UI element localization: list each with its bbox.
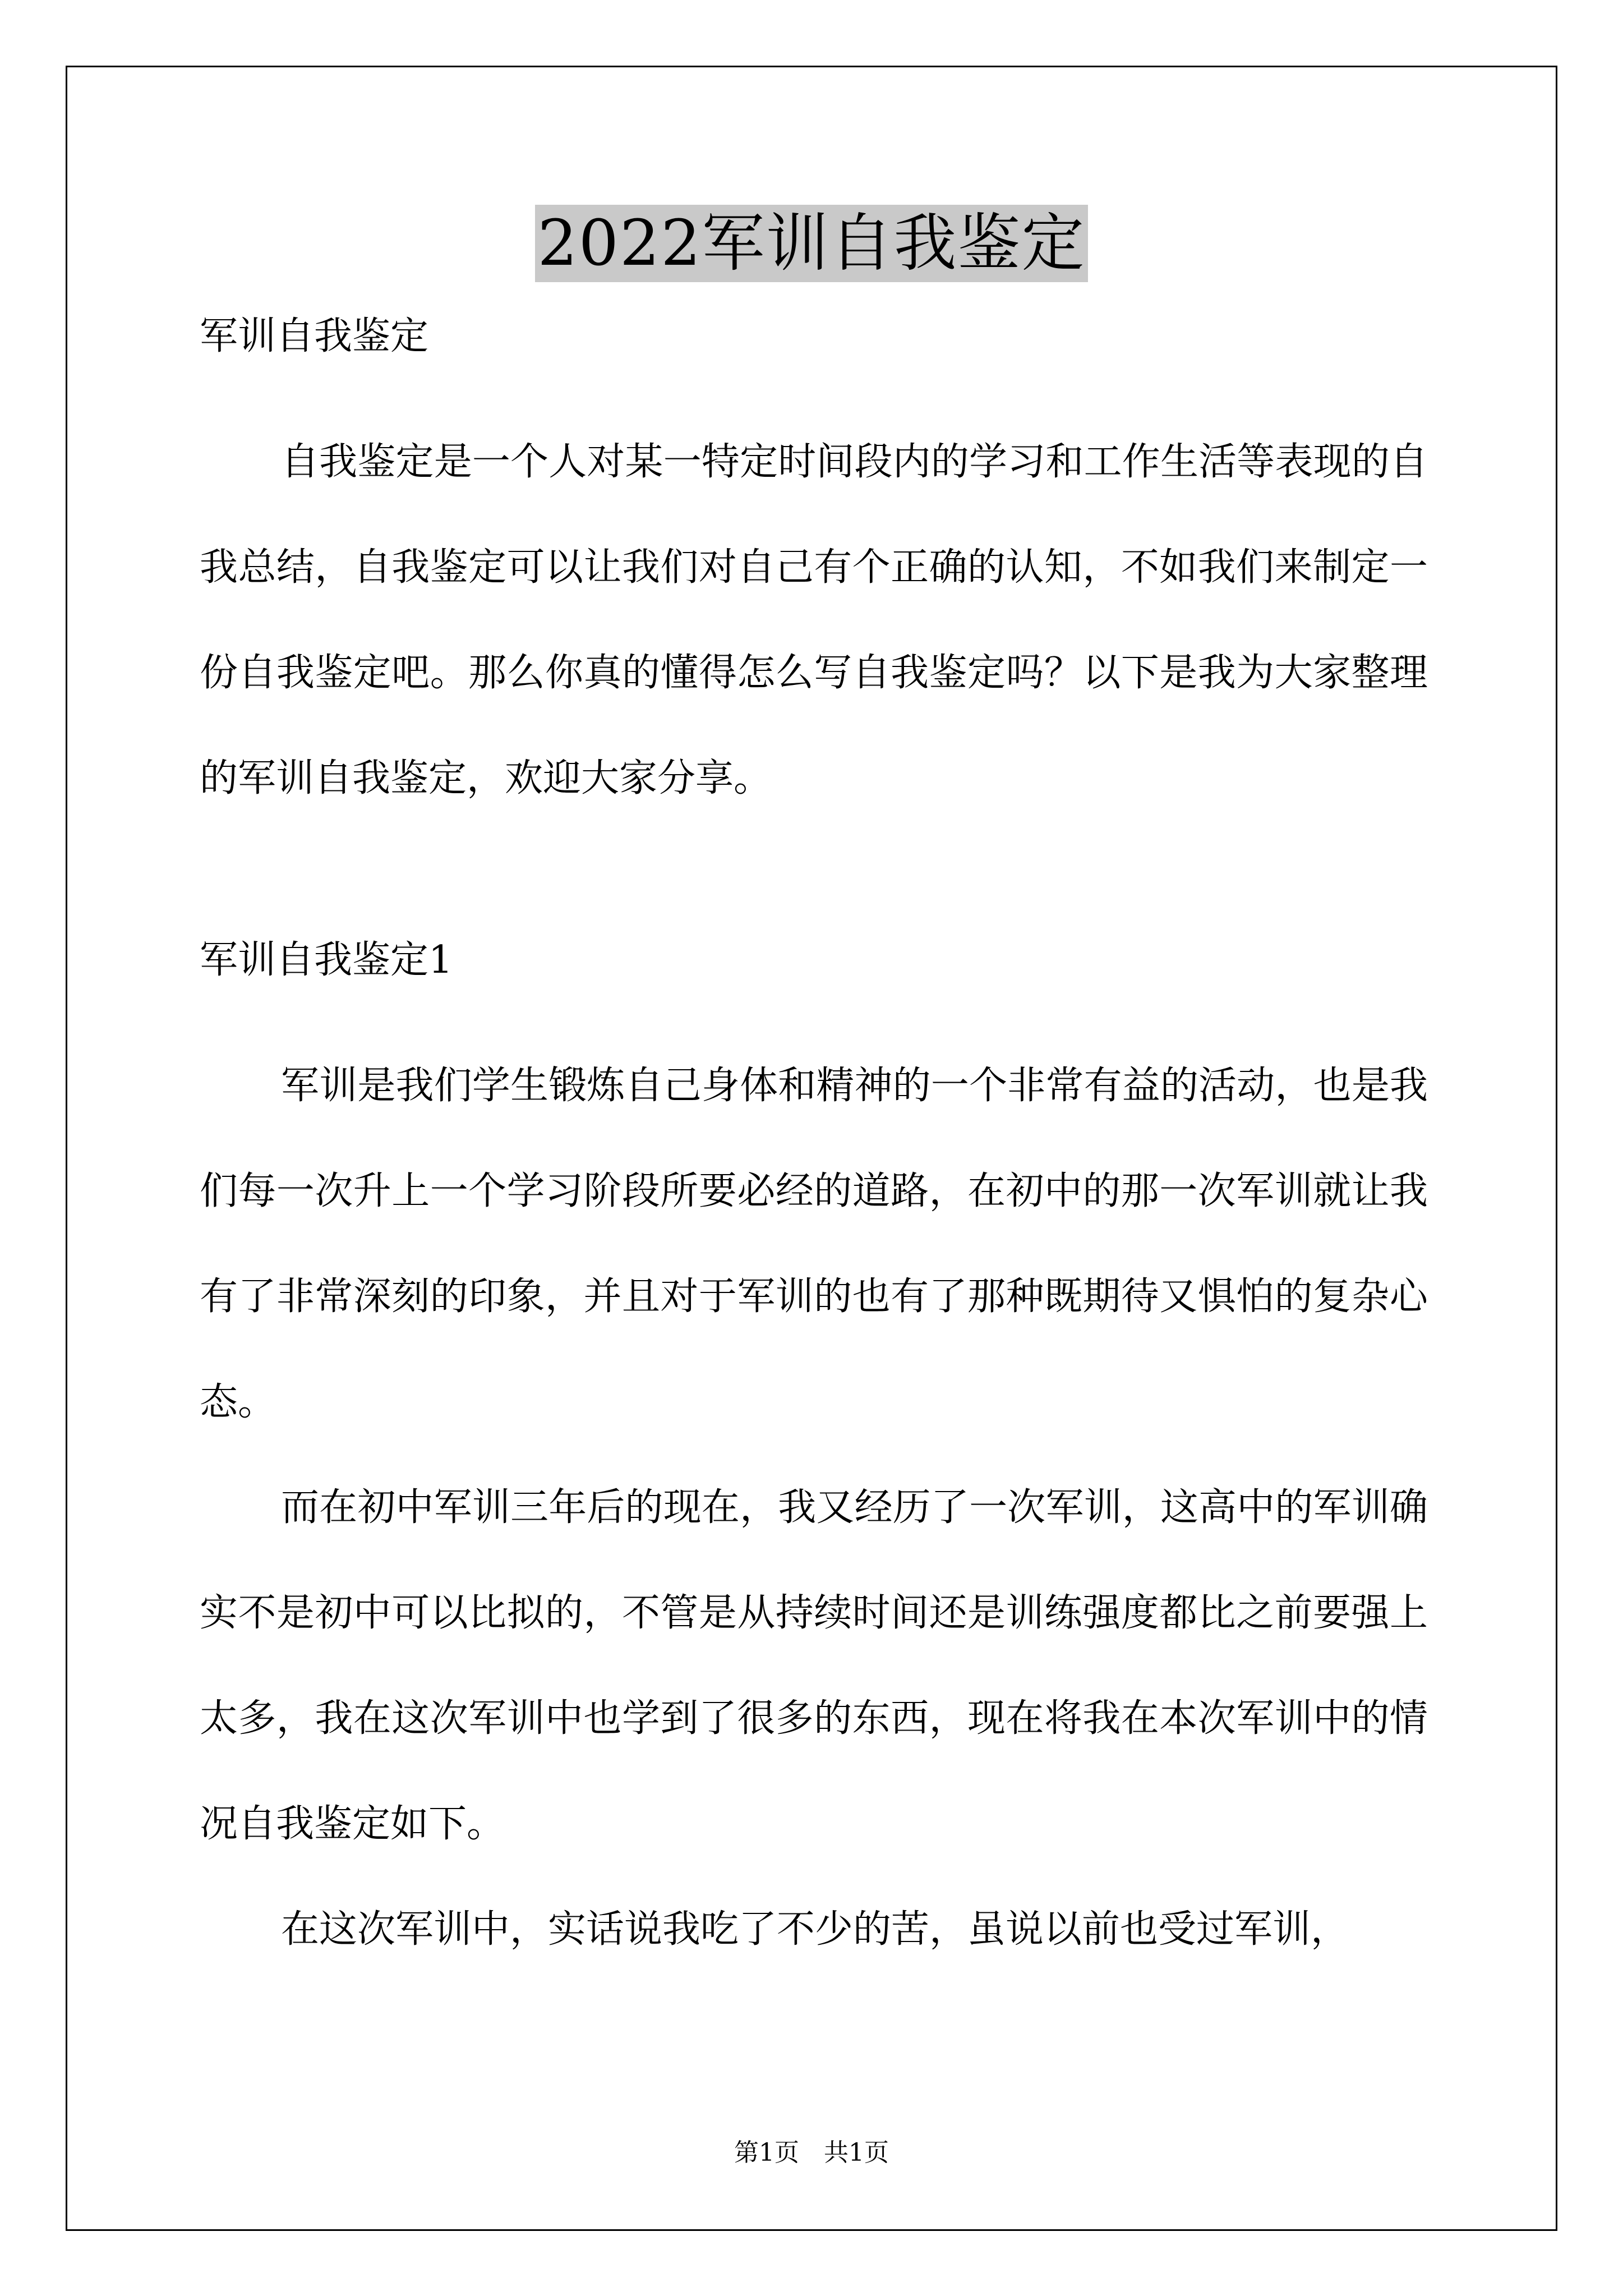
intro-paragraph: 自我鉴定是一个人对某一特定时间段内的学习和工作生活等表现的自我总结，自我鉴定可以让我们对自己有个正确的认知，不如我们来制定一份自我鉴定吧。那么你真的懂得怎么写自我鉴定吗？以下是我为大家整理的军训自我鉴定，欢迎大家分享。 bbox=[200, 440, 1428, 800]
section-heading-1: 军训自我鉴定1 bbox=[200, 938, 453, 982]
body-paragraph: 军训是我们学生锻炼自己身体和精神的一个非常有益的活动，也是我们每一次升上一个学习阶段所要必经的道路，在初中的那一次军训就让我有了非常深刻的印象，并且对于军训的也有了那种既期待又惧怕的复杂心态。 bbox=[200, 1064, 1428, 1424]
body-paragraph: 而在初中军训三年后的现在，我又经历了一次军训，这高中的军训确实不是初中可以比拟的，不管是从持续时间还是训练强度都比之前要强上太多，我在这次军训中也学到了很多的东西，现在将我在本次军训中的情况自我鉴定如下。 bbox=[200, 1485, 1428, 1846]
title-container bbox=[0, 205, 1623, 282]
page-footer bbox=[0, 2137, 1623, 2169]
document-title: 2022军训自我鉴定 bbox=[535, 205, 1087, 282]
body-paragraph: 在这次军训中，实话说我吃了不少的苦，虽说以前也受过军训， bbox=[281, 1907, 1349, 1952]
document-body bbox=[200, 314, 1428, 1982]
section-heading: 军训自我鉴定 bbox=[200, 314, 429, 358]
page-number: 第1页 bbox=[734, 2138, 799, 2167]
page-total: 共1页 bbox=[824, 2138, 889, 2167]
